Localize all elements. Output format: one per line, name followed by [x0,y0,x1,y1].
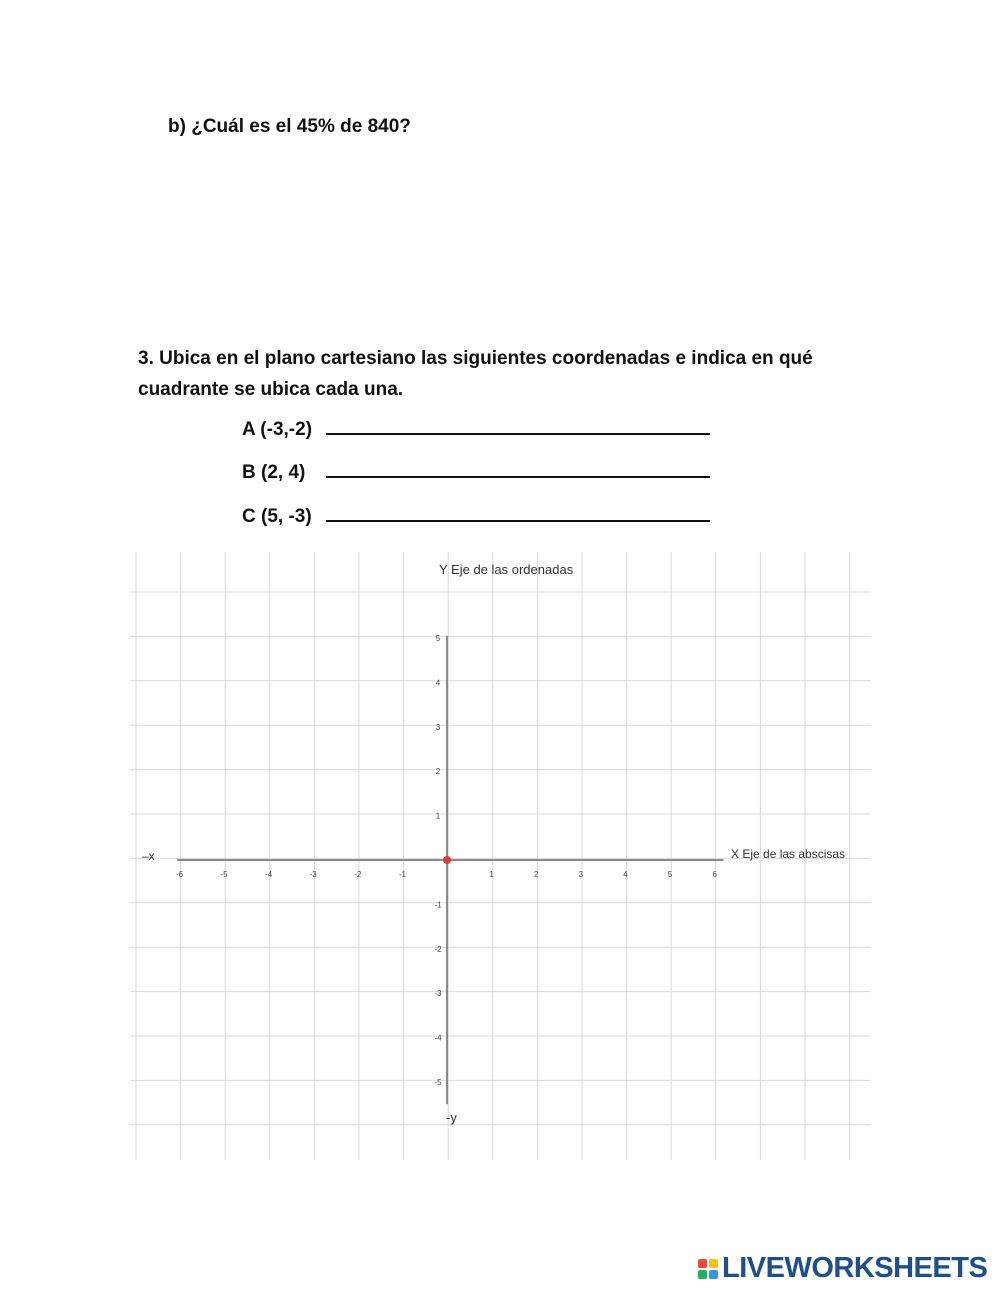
y-axis-label: Y Eje de las ordenadas [439,562,574,577]
x-tick-label: 2 [533,870,539,879]
points [443,856,451,864]
neg-x-label: –x [142,849,155,863]
y-tick-label: 1 [435,811,441,821]
y-tick-label: 4 [435,678,441,688]
y-tick-label: -5 [434,1078,442,1087]
coordinate-item-a [242,417,710,441]
y-tick-label: 5 [435,634,441,643]
liveworksheets-logo [698,1252,987,1285]
x-tick-label: -2 [354,870,362,879]
x-tick-label: -4 [265,870,273,879]
x-axis-label: X Eje de las abscisas [731,847,846,861]
x-tick-label: 1 [489,870,494,879]
axis-labels [142,562,845,1125]
coordinate-label-a: A (-3,-2) [242,419,313,440]
y-tick-label: 3 [435,722,441,732]
answer-line-c[interactable] [326,504,710,522]
x-tick-label: 4 [623,870,628,879]
logo-mark-icon [698,1259,718,1279]
x-tick-label: -5 [220,870,228,879]
logo-square-l [698,1259,707,1268]
question-b: b) ¿Cuál es el 45% de 840? [168,116,411,137]
question-3-line-1: 3. Ubica en el plano cartesiano las siguientes coordenadas e indica en qué [138,348,813,369]
x-tick-label: 3 [578,870,584,879]
cartesian-plane[interactable] [130,548,875,1160]
point-origin [443,856,451,864]
neg-y-label: -y [446,1110,457,1125]
answer-line-a[interactable] [326,417,710,435]
y-tick-label: -1 [434,900,442,910]
logo-text: LIVEWORKSHEETS [722,1252,988,1284]
x-tick-label: 5 [667,870,673,879]
x-tick-label: -3 [309,870,317,879]
answer-line-b[interactable] [326,460,710,478]
y-tick-label: -4 [434,1033,442,1043]
logo-square-v [698,1270,707,1279]
question-3 [138,343,858,405]
coordinate-label-b: B (2, 4) [242,462,306,483]
x-tick-label: -1 [398,870,406,879]
axes [177,636,723,1104]
logo-square-i [709,1259,718,1268]
question-3-line-2: cuadrante se ubica cada una. [138,379,404,400]
coordinate-label-c: C (5, -3) [242,506,312,527]
y-tick-label: 2 [435,767,441,777]
logo-square-e [709,1270,718,1279]
x-tick-label: -6 [175,870,183,879]
coordinate-item-b [242,460,710,484]
coordinate-item-c [242,504,710,528]
y-tick-label: -3 [434,989,442,999]
x-tick-label: 6 [712,870,717,879]
y-tick-label: -2 [434,944,442,954]
